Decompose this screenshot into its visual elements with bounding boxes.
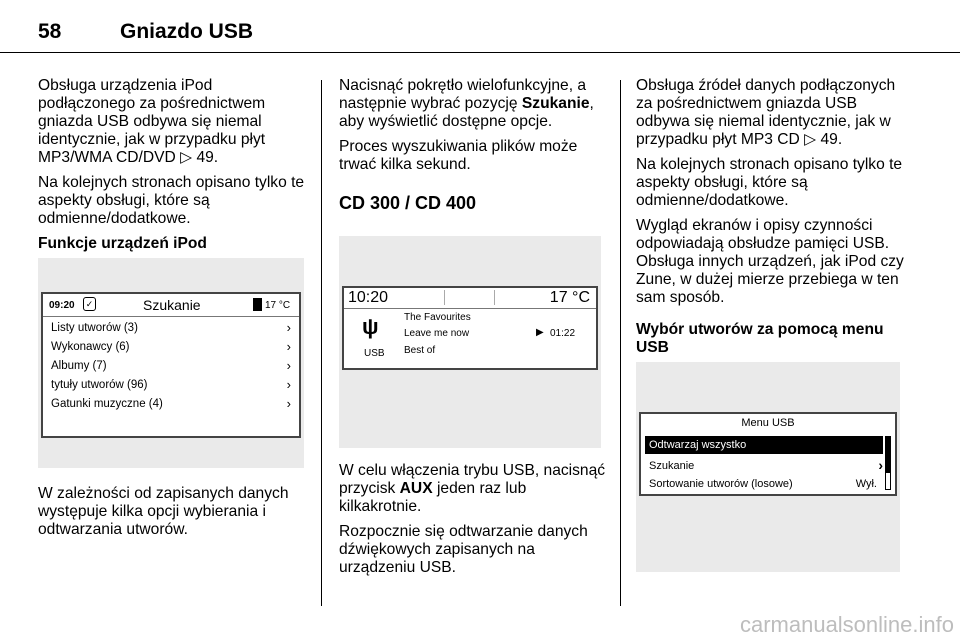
list-item: Albumy (7) › (51, 358, 291, 373)
column-2 (339, 77, 609, 234)
screen1-status-bar (43, 294, 299, 317)
chevron-right-icon: › (286, 339, 291, 354)
screen1-temp: 17 °C (265, 300, 291, 311)
page-number: 58 (38, 20, 62, 43)
col2-paragraph-4: Rozpocznie się odtwarzanie danych dźwiękowych zapisanych na urządzeniu USB. (339, 523, 588, 576)
watermark: carmanualsonline.info (739, 612, 954, 637)
col1-paragraph-1: Obsługa urządzenia iPod podłączonego za pośrednictwem gniazda USB odbywa się niemal identycznie, jak w przypadku płyt MP3/WMA CD/DVD ▷ 49. (38, 77, 266, 166)
scrollbar-thumb (886, 437, 890, 473)
cd-screen-panel (339, 236, 601, 448)
divider (444, 290, 445, 305)
list-item: Gatunki muzyczne (4) › (51, 396, 291, 411)
usb-menu-screen (639, 412, 897, 496)
column-2-bottom (339, 462, 609, 584)
chevron-right-icon: › (878, 457, 883, 473)
usb-label: USB (364, 348, 385, 359)
menu-item-selected: Odtwarzaj wszystko (645, 436, 883, 454)
page-ref-arrow-icon: ▷ (180, 149, 193, 166)
shuffle-value: Wył. (855, 478, 877, 490)
column-divider-1 (321, 80, 322, 606)
page-header (0, 0, 960, 52)
track-item: Best of (404, 345, 436, 356)
screen2-time: 10:20 (348, 289, 389, 306)
chevron-right-icon: › (286, 358, 291, 373)
col2-paragraph-2: Proces wyszukiwania plików może trwać kilka sekund. (339, 138, 578, 173)
chevron-right-icon: › (286, 320, 291, 335)
list-item: Listy utworów (3) › (51, 320, 291, 335)
header-rule (0, 52, 960, 53)
usb-icon: ψ (362, 314, 379, 339)
ipod-search-screen (41, 292, 301, 438)
play-icon: ▶ (536, 327, 544, 338)
scrollbar (885, 436, 891, 490)
col2-paragraph-3: W celu włączenia trybu USB, nacisnąć przycisk AUX jeden raz lub kilkakrotnie. (339, 462, 606, 515)
col1-subheading: Funkcje urządzeń iPod (38, 235, 207, 252)
check-icon: ✓ (83, 297, 96, 311)
col3-paragraph-2: Na kolejnych stronach opisano tylko te aspekty obsługi, które są odmienne/dodatkowe. (636, 156, 903, 209)
cd-usb-screen (342, 286, 598, 370)
screen2-status-bar (344, 288, 596, 309)
page-ref-arrow-icon: ▷ (804, 131, 817, 148)
screen1-title: Szukanie (143, 297, 201, 313)
ipod-screen-panel (38, 258, 304, 468)
column-divider-2 (620, 80, 621, 606)
col2-paragraph-1: Nacisnąć pokrętło wielofunkcyjne, a następnie wybrać pozycję Szukanie, aby wyświetlić dostępne opcje. (339, 77, 594, 130)
column-1 (38, 77, 306, 260)
play-time: 01:22 (550, 328, 576, 339)
phone-icon (253, 298, 262, 311)
menu-item: Szukanie › (649, 457, 883, 473)
col3-heading: Wybór utworów za pomocą menu USB (636, 321, 884, 356)
column-1-bottom (38, 485, 306, 546)
screen1-time: 09:20 (49, 300, 75, 311)
column-3 (636, 77, 912, 364)
col3-paragraph-3: Wygląd ekranów i opisy czynności odpowiadają obsłudze pamięci USB. Obsługa innych urządzeń, jak iPod czy Zune, w dużej mierze przebiega w ten sam sposób. (636, 217, 904, 306)
screen3-title: Menu USB (741, 417, 795, 429)
track-item: Leave me now (404, 328, 470, 339)
page-title: Gniazdo USB (120, 20, 254, 43)
chevron-right-icon: › (286, 377, 291, 392)
col1-paragraph-2: Na kolejnych stronach opisano tylko te aspekty obsługi, które są odmienne/dodatkowe. (38, 174, 305, 227)
list-item: tytuły utworów (96) › (51, 377, 291, 392)
divider (494, 290, 495, 305)
screen2-temp: 17 °C (549, 289, 590, 306)
col2-heading: CD 300 / CD 400 (339, 193, 477, 213)
list-item: Wykonawcy (6) › (51, 339, 291, 354)
col1-paragraph-3: W zależności od zapisanych danych występuje kilka opcji wybierania i odtwarzania utworów. (38, 485, 289, 538)
usb-menu-panel (636, 362, 900, 572)
track-item: The Favourites (404, 312, 471, 323)
col3-paragraph-1: Obsługa źródeł danych podłączonych za pośrednictwem gniazda USB odbywa się niemal identycznie, jak w przypadku płyt MP3 CD ▷ 49. (636, 77, 896, 148)
menu-item: Sortowanie utworów (losowe) Wył. (645, 476, 883, 493)
chevron-right-icon: › (286, 396, 291, 411)
